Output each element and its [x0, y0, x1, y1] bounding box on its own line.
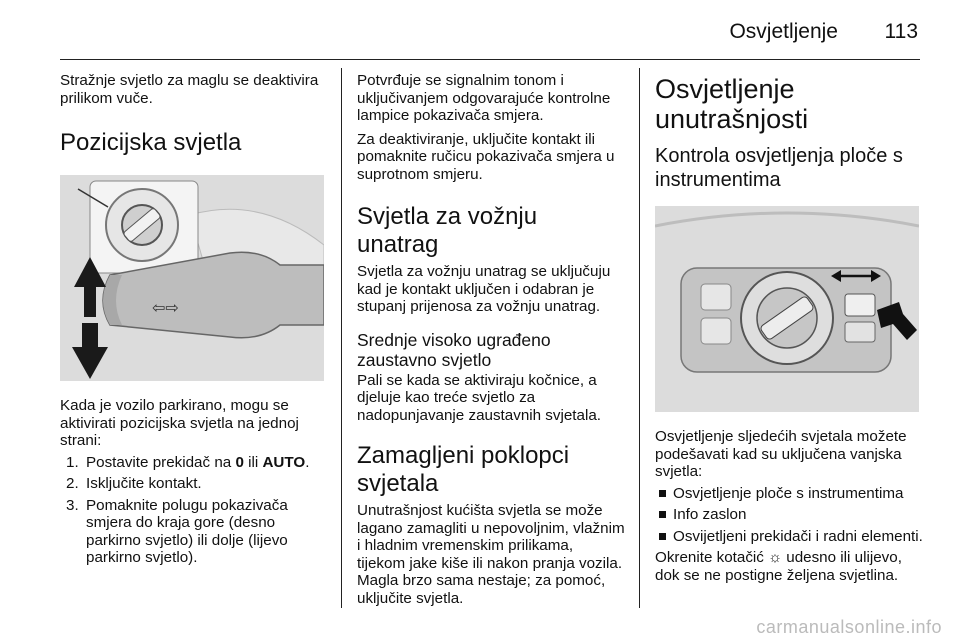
list-item: 2. Isključite kontakt. — [66, 475, 202, 492]
column-1 — [60, 72, 328, 571]
list-item: 1. Postavite prekidač na 0 ili AUTO. — [66, 453, 310, 471]
list-item: 3. Pomaknite polugu pokazivača smjera do kraja gore (desno parkirno svjetlo) ili dolje (lijevo parkirno svjetlo). — [66, 496, 288, 566]
running-title: Osvjetljenje — [729, 20, 838, 43]
column-3 — [655, 72, 923, 584]
heading-panel-illumination: Kontrola osvjetljenja ploče s instrumentima — [655, 145, 903, 191]
panel-illumination-text: Osvjetljenje sljedećih svjetala možete podešavati kad su uključena vanjska svjetla: — [655, 428, 907, 480]
list-item: Info zaslon — [655, 506, 923, 524]
header-rule — [60, 59, 920, 60]
parking-lights-intro: Kada je vozilo parkirano, mogu se aktivirati pozicijska svjetla na jednoj strani: — [60, 397, 299, 449]
svg-text:⇦⇨: ⇦⇨ — [152, 298, 179, 317]
heading-interior-lighting: Osvjetljenje unutrašnjosti — [655, 74, 809, 134]
fog-light-note: Stražnje svjetlo za maglu se deaktivira prilikom vuče. — [60, 72, 319, 107]
watermark: carmanualsonline.info — [756, 617, 942, 637]
footer — [0, 616, 960, 642]
brake-light-text: Pali se kada se aktiviraju kočnice, a djeluje kao treće svjetlo za nadopunjavanje zaustavnih svjetala. — [357, 371, 602, 424]
light-switch-illustration — [655, 206, 919, 412]
brightness-icon: ☼ — [768, 549, 783, 566]
heading-reversing-lights: Svjetla za vožnju unatrag — [357, 203, 538, 258]
column-2 — [357, 72, 625, 607]
heading-misted-covers: Zamagljeni poklopci svjetala — [357, 442, 570, 497]
figure-light-switch — [655, 206, 919, 412]
confirmation-text: Potvrđuje se signalnim tonom i uključivanjem odgovarajuće kontrolne lampice pokazivača smjera. — [357, 72, 611, 124]
page-number: 113 — [884, 20, 918, 43]
thumbwheel-instruction: Okrenite kotačić ☼ udesno ili ulijevo, dok se ne postigne željena svjetlina. — [655, 549, 902, 584]
deactivation-text: Za deaktiviranje, uključite kontakt ili pomaknite ručicu pokazivača smjera u suprotnom smjeru. — [357, 130, 615, 183]
list-item: Osvijetljeni prekidači i radni elementi. — [655, 528, 923, 546]
page-header — [60, 0, 920, 62]
reversing-lights-text: Svjetla za vožnju unatrag se uključuju kad je kontakt uključen i odabran je stupanj prijenosa za vožnju unatrag. — [357, 263, 611, 315]
switch-position-0: 0 — [235, 453, 244, 471]
list-item: Osvjetljenje ploče s instrumentima — [655, 485, 923, 503]
indicator-stalk-illustration — [60, 175, 324, 381]
adjustable-lights-list — [655, 485, 923, 546]
parking-lights-steps — [60, 454, 328, 567]
misted-covers-text: Unutrašnjost kućišta svjetla se može lagano zamagliti u nepovoljnim, vlažnim i hladnim vremenskim prilikama, tijekom jake kiše ili nakon pranja vozila. Magla brzo sama nestaje; za pomoć, uključite svjetla. — [357, 502, 625, 607]
column-divider-2 — [639, 68, 640, 608]
switch-position-auto: AUTO — [262, 453, 306, 471]
figure-indicator-stalk — [60, 175, 324, 381]
heading-parking-lights: Pozicijska svjetla — [60, 129, 242, 156]
heading-brake-light: Srednje visoko ugrađeno zaustavno svjetlo — [357, 329, 551, 370]
column-divider-1 — [341, 68, 342, 608]
